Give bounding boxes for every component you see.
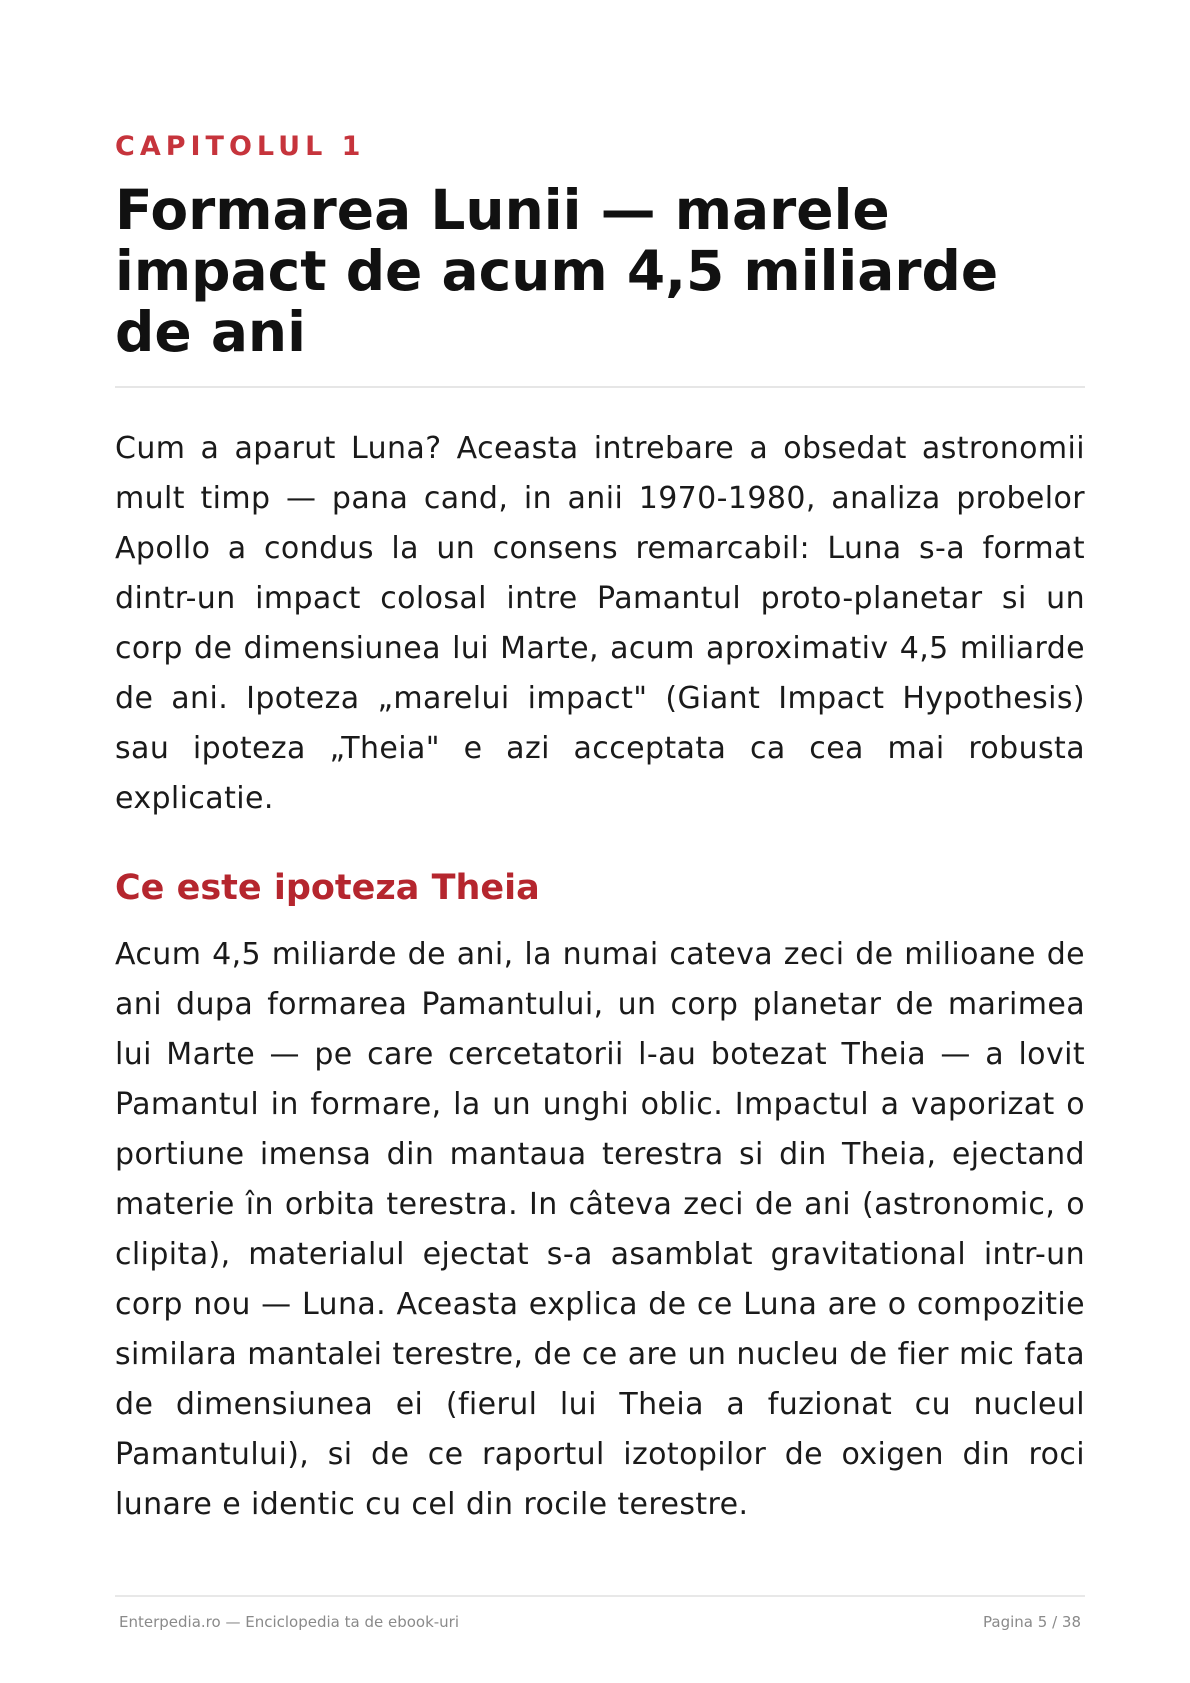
intro-paragraph: Cum a aparut Luna? Aceasta intrebare a obsedat astronomii mult timp — pana cand, in anii 1970-1980, analiza probelor Apollo a condus la un consens remarcabil: Luna s-a format dintr-un impact colosal intre Pamantul proto-planetar si un corp de dimensiunea lui Marte, acum aproximativ 4,5 miliarde de ani. Ipoteza „marelui impact" (Giant Impact Hypothesis) sau ipoteza „Theia" e azi acceptata ca cea mai robusta explicatie.	[115, 431, 1085, 816]
chapter-label: CAPITOLUL 1	[115, 131, 366, 162]
page-number: Pagina 5 / 38	[983, 1613, 1081, 1631]
section-paragraph: Acum 4,5 miliarde de ani, la numai cateva zeci de milioane de ani dupa formarea Pamantului, un corp planetar de marimea lui Marte — pe care cercetatorii l-au botezat Theia — a lovit Pamantul in formare, la un unghi oblic. Impactul a vaporizat o portiune imensa din mantaua terestra si din Theia, ejectand materie în orbita terestra. In câteva zeci de ani (astronomic, o clipita), materialul ejectat s-a asamblat gravitational intr-un corp nou — Luna. Aceasta explica de ce Luna are o compozitie similara mantalei terestre, de ce are un nucleu de fier mic fata de dimensiunea ei (fierul lui Theia a fuzionat cu nucleul Pamantului), si de ce raportul izotopilor de oxigen din roci lunare e identic cu cel din rocile terestre.	[115, 937, 1085, 1522]
document-page	[115, 0, 1085, 1683]
footer-source: Enterpedia.ro — Enciclopedia ta de ebook-uri	[119, 1613, 460, 1631]
section-heading: Ce este ipoteza Theia	[115, 868, 540, 908]
title-divider	[115, 386, 1085, 388]
footer-divider	[115, 1595, 1085, 1597]
chapter-title: Formarea Lunii — marele impact de acum 4,5 miliarde de ani	[115, 178, 999, 364]
